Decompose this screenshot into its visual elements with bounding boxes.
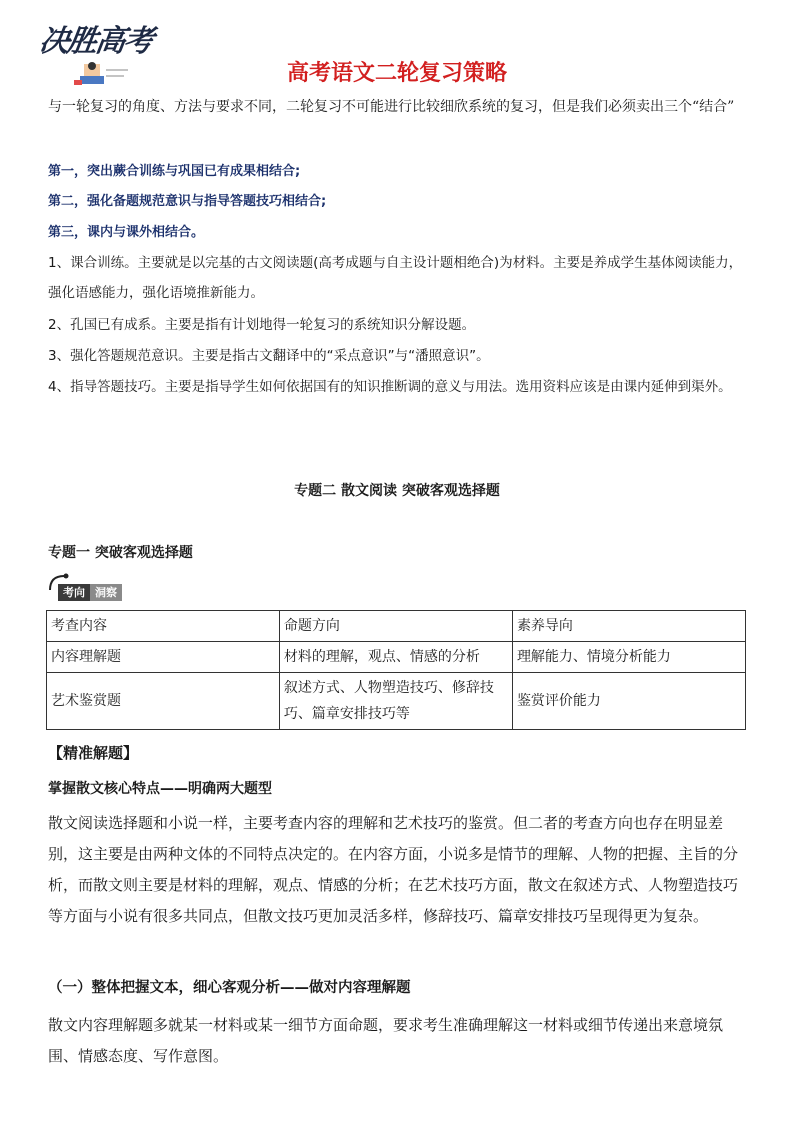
badge-left: 考向: [58, 584, 90, 601]
table-header-cell: 考查内容: [47, 611, 280, 642]
paragraph-2: 散文内容理解题多就某一材料或某一细节方面命题，要求考生准确理解这一材料或细节传递出来意境氛围、情感态度、写作意图。: [48, 1016, 724, 1065]
item-1: 1、课合训练。主要就是以完基的古文阅读题(高考成题与自主设计题相绝合)为材料。主要是养成学生基体阅读能力，强化语感能力，强化语境推新能力。: [48, 255, 743, 301]
table-row: [47, 673, 746, 730]
point-3: 第三，课内与课外相结合。: [48, 225, 205, 240]
section-title: 专题二 散文阅读 突破客观选择题: [294, 483, 500, 499]
point-1: 第一，突出蕨合训练与巩国已有成果相结合;: [48, 164, 301, 179]
document-title: 高考语文二轮复习策略: [286, 61, 507, 86]
table-cell: 艺术鉴赏题: [47, 673, 280, 730]
table-cell: 叙述方式、人物塑造技巧、修辞技巧、篇章安排技巧等: [279, 673, 512, 730]
topic-table: [46, 610, 746, 730]
badge-right: 洞察: [90, 584, 122, 601]
table-row: [47, 642, 746, 673]
kaoxiang-badge: [58, 584, 122, 601]
item-4: 4、指导答题技巧。主要是指导学生如何依据国有的知识推断调的意义与用法。选用资料应该是由课内延伸到渠外。: [48, 379, 732, 395]
logo-text: 决胜高考: [37, 24, 154, 59]
table-cell: 理解能力、情境分析能力: [512, 642, 745, 673]
item-3: 3、强化答题规范意识。主要是指古文翻译中的“采点意识”与“潘照意识”。: [48, 348, 490, 364]
heading-section-1: （一）整体把握文本，细心客观分析——做对内容理解题: [48, 980, 411, 996]
table-cell: 内容理解题: [47, 642, 280, 673]
table-cell: 鉴赏评价能力: [512, 673, 745, 730]
table-header-cell: 命题方向: [279, 611, 512, 642]
paragraph-1: 散文阅读选择题和小说一样，主要考查内容的理解和艺术技巧的鉴赏。但二者的考查方向也存在明显差别，这主要是由两种文体的不同特点决定的。在内容方面，小说多是情节的理解、人物的把握、主旨的分析，而散文则主要是材料的理解，观点、情感的分析；在艺术技巧方面，散文在叙述方式、人物塑造技巧等方面与小说有很多共同点，但散文技巧更加灵活多样，修辞技巧、篇章安排技巧呈现得更为复杂。: [48, 814, 739, 925]
table-cell: 材料的理解，观点、情感的分析: [279, 642, 512, 673]
intro-paragraph: 与一轮复习的角度、方法与要求不同，二轮复习不可能进行比较细欣系统的复习，但是我们必须卖出三个“结合”: [48, 99, 735, 115]
table-header-row: [47, 611, 746, 642]
point-2: 第二，强化备题规范意识与指导答题技巧相结合;: [48, 194, 327, 209]
grasp-heading: 掌握散文核心特点——明确两大题型: [48, 781, 272, 797]
table-header-cell: 素养导向: [512, 611, 745, 642]
sub-title: 专题一 突破客观选择题: [48, 545, 193, 561]
item-2: 2、孔国已有成系。主要是指有计划地得一轮复习的系统知识分解设题。: [48, 317, 476, 333]
jingzhun-heading: 【精准解题】: [48, 744, 139, 762]
